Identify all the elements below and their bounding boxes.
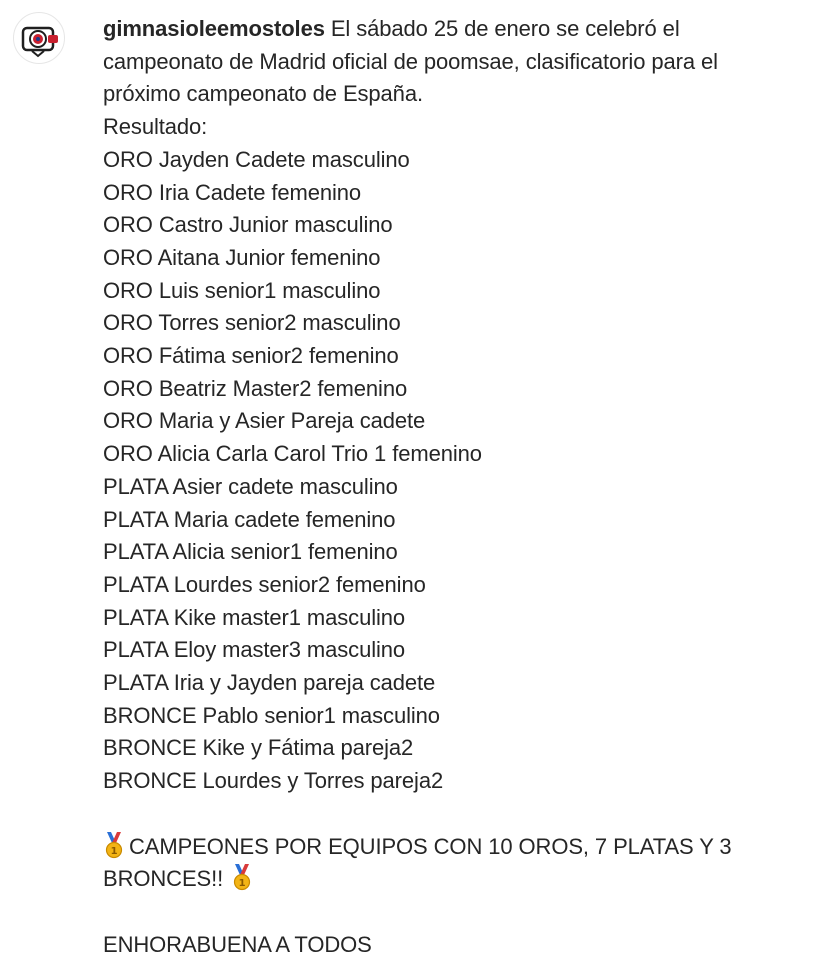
result-line: ORO Luis senior1 masculino xyxy=(103,277,381,303)
result-line: ORO Aitana Junior femenino xyxy=(103,244,381,270)
result-line: PLATA Asier cadete masculino xyxy=(103,473,398,499)
result-line: ORO Torres senior2 masculino xyxy=(103,310,401,336)
club-logo-icon[interactable] xyxy=(13,12,65,64)
result-line: PLATA Kike master1 masculino xyxy=(103,604,406,630)
result-line: ORO Maria y Asier Pareja cadete xyxy=(103,408,426,434)
result-line: BRONCE Kike y Fátima pareja2 xyxy=(103,735,414,761)
result-line: ORO Fátima senior2 femenino xyxy=(103,343,399,369)
result-line: ORO Iria Cadete femenino xyxy=(103,179,362,205)
caption-line: próximo campeonato de España. xyxy=(103,81,423,107)
result-line: PLATA Lourdes senior2 femenino xyxy=(103,571,426,597)
username-link[interactable]: gimnasioleemostoles xyxy=(103,16,325,41)
result-line: BRONCE Pablo senior1 masculino xyxy=(103,702,440,728)
caption-line: Resultado: xyxy=(103,114,208,140)
champions-line xyxy=(103,863,828,896)
blank-line xyxy=(103,798,828,831)
result-line: ORO Beatriz Master2 femenino xyxy=(103,375,408,401)
caption-line-text: El sábado 25 de enero se celebró el xyxy=(324,16,680,41)
gold-medal-icon xyxy=(103,831,125,859)
blank-line xyxy=(103,896,828,929)
result-line: PLATA Alicia senior1 femenino xyxy=(103,539,398,565)
result-line: PLATA Eloy master3 masculino xyxy=(103,637,406,663)
svg-text:1: 1 xyxy=(238,878,246,890)
champions-line xyxy=(103,831,828,864)
result-line: ORO Jayden Cadete masculino xyxy=(103,146,410,172)
result-line: PLATA Iria y Jayden pareja cadete xyxy=(103,670,436,696)
result-line: BRONCE Lourdes y Torres pareja2 xyxy=(103,768,444,794)
caption-line: campeonato de Madrid oficial de poomsae, clasificatorio para el xyxy=(103,48,718,74)
caption-text xyxy=(103,13,828,961)
svg-text:1: 1 xyxy=(110,845,118,857)
result-line: ORO Castro Junior masculino xyxy=(103,212,393,238)
champions-text: BRONCES!! xyxy=(103,866,224,892)
caption-line xyxy=(103,13,828,46)
result-line: PLATA Maria cadete femenino xyxy=(103,506,396,532)
gold-medal-icon xyxy=(231,863,253,891)
champions-text: CAMPEONES POR EQUIPOS CON 10 OROS, 7 PLATAS Y 3 xyxy=(129,833,732,859)
closing-line: ENHORABUENA A TODOS xyxy=(103,931,372,957)
result-line: ORO Alicia Carla Carol Trio 1 femenino xyxy=(103,441,482,467)
